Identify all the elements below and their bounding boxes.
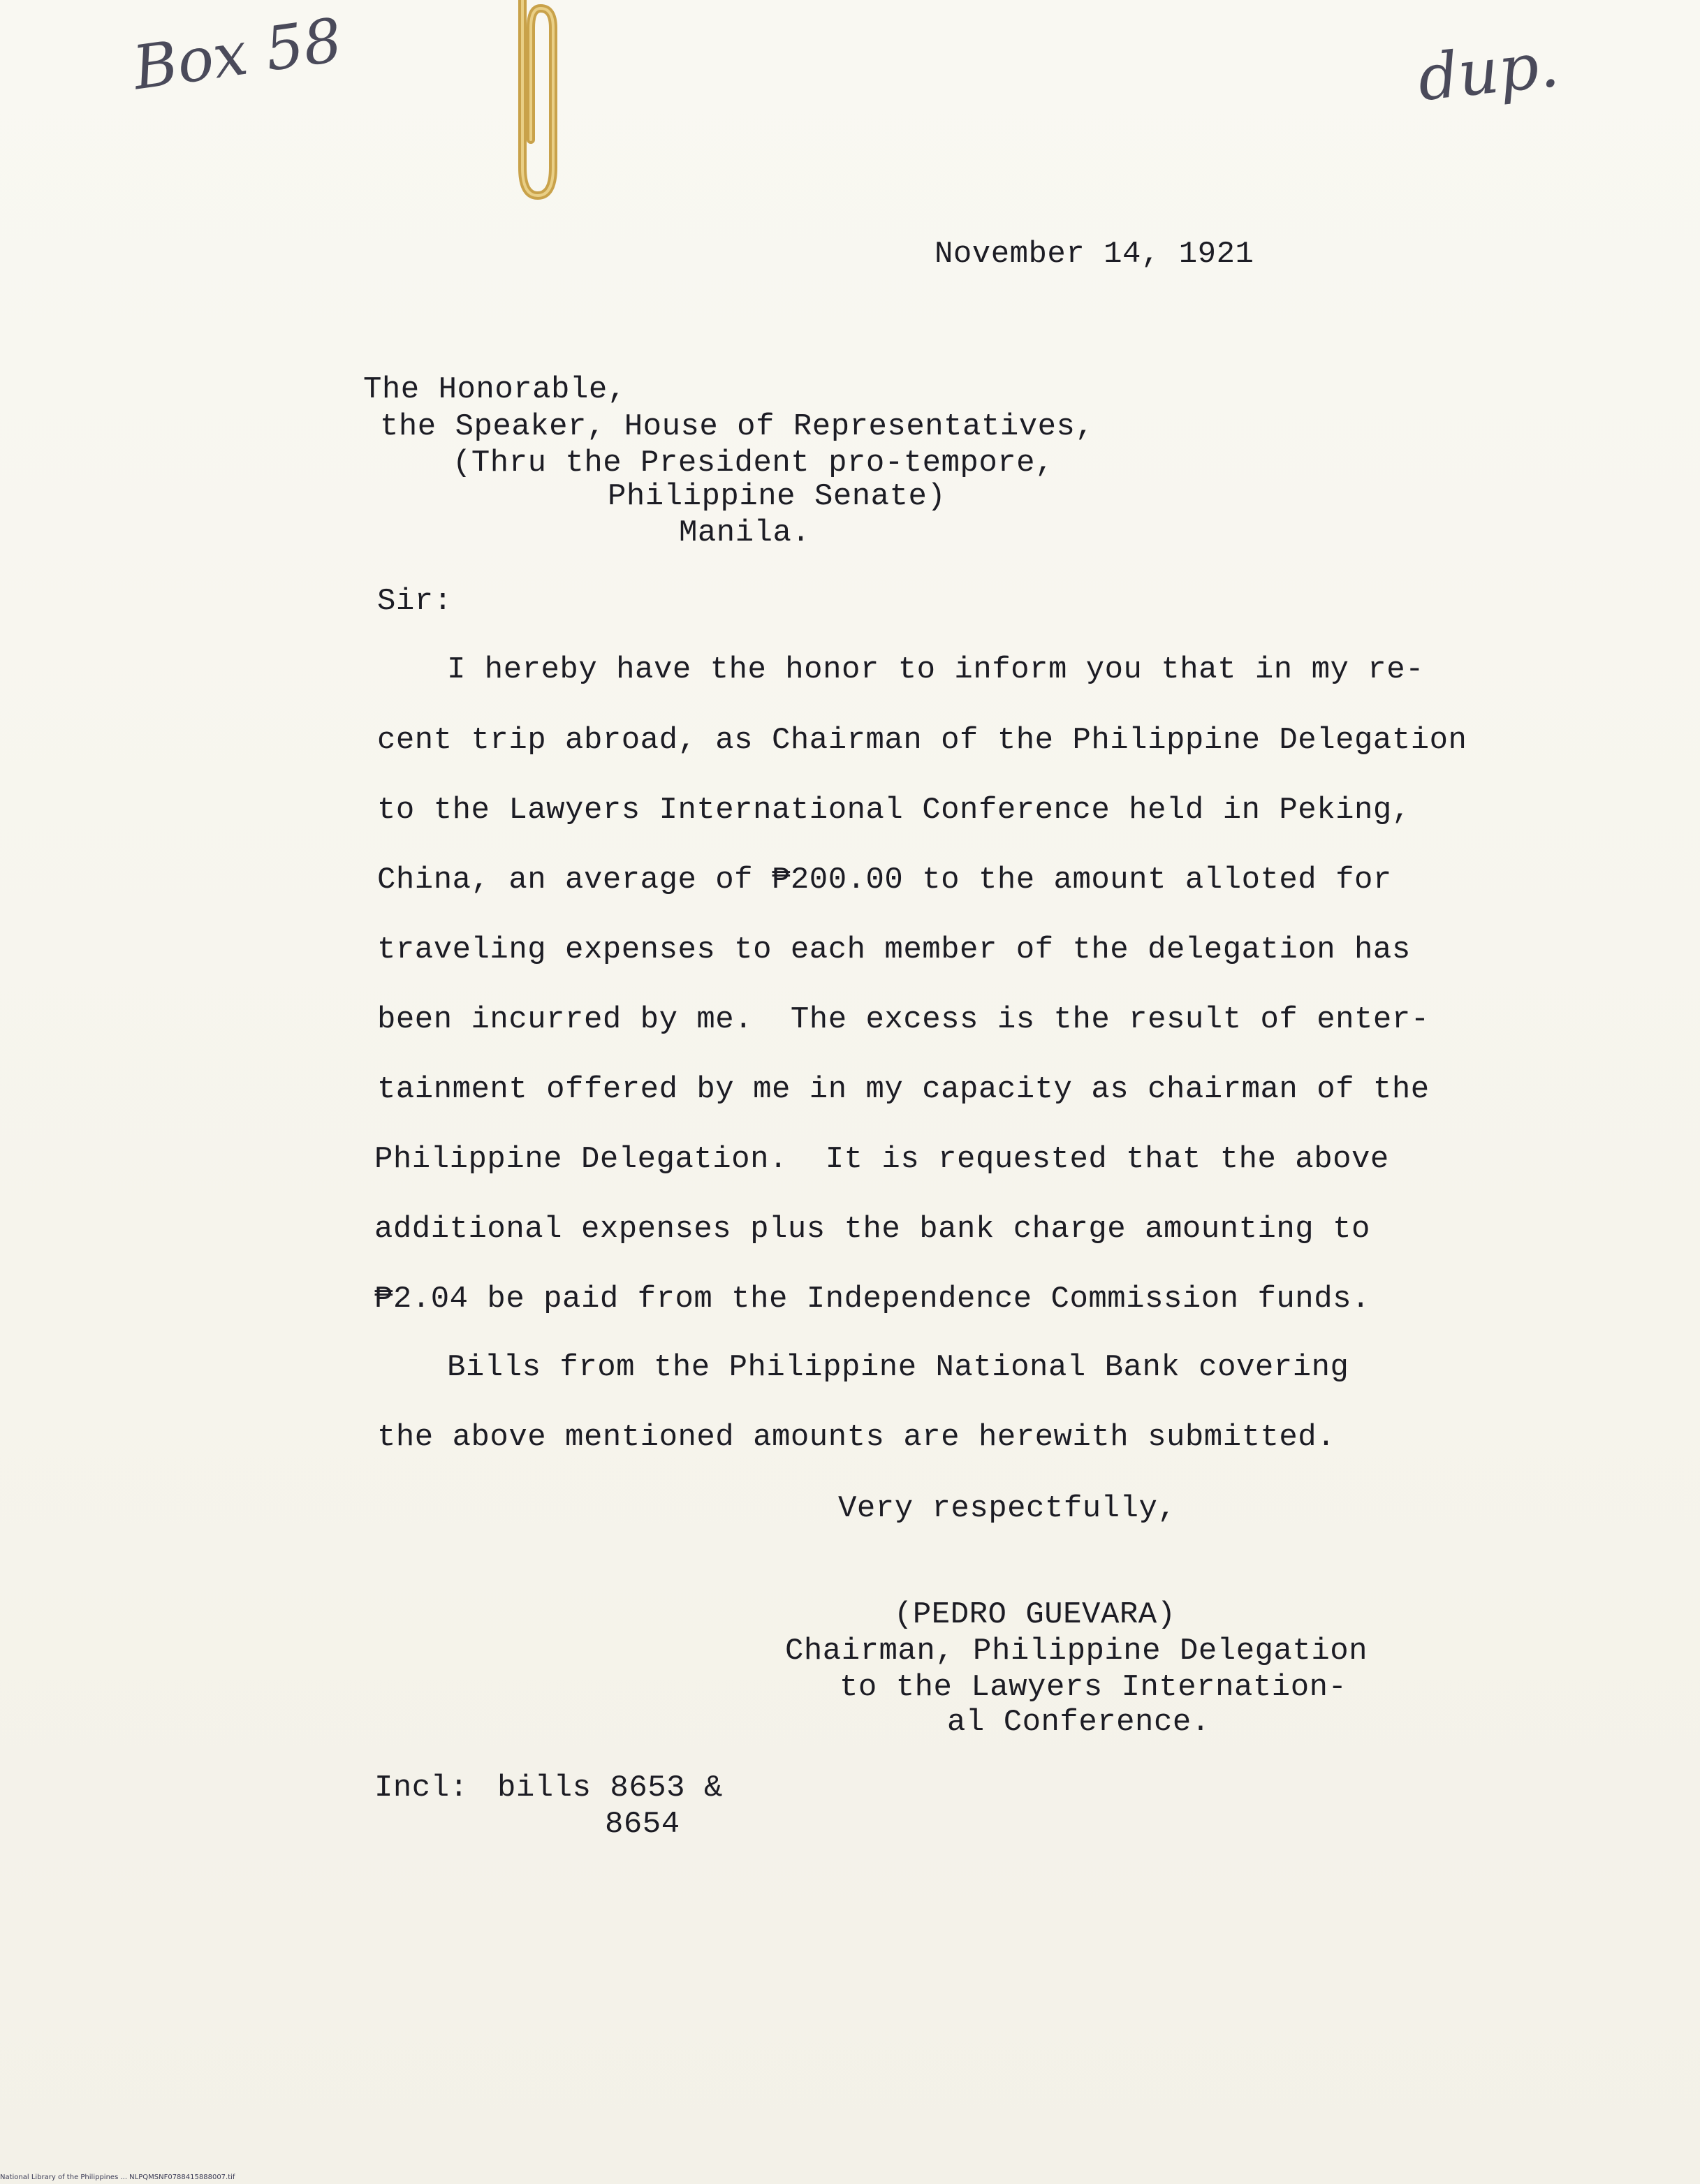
body-line: Philippine Delegation. It is requested that the above bbox=[374, 1142, 1389, 1177]
body-line: ₱2.04 be paid from the Independence Commission funds. bbox=[374, 1282, 1370, 1317]
address-line: The Honorable, bbox=[363, 372, 626, 407]
address-line: the Speaker, House of Representatives, bbox=[380, 409, 1094, 444]
body-line: traveling expenses to each member of the delegation has bbox=[377, 932, 1411, 967]
enclosure-label: Incl: bbox=[374, 1771, 469, 1805]
scan-footer: National Library of the Philippines ... NLPQMSNF0788415888007.tif bbox=[0, 2174, 235, 2181]
body-line: cent trip abroad, as Chairman of the Philippine Delegation bbox=[377, 723, 1467, 758]
closing: Very respectfully, bbox=[838, 1491, 1177, 1526]
enclosure-bills: bills 8653 & bbox=[497, 1771, 723, 1805]
signature-title: al Conference. bbox=[947, 1705, 1210, 1740]
body-line: additional expenses plus the bank charge amounting to bbox=[374, 1212, 1370, 1247]
enclosure-bills: 8654 bbox=[605, 1807, 680, 1842]
body-line: I hereby have the honor to inform you that in my re- bbox=[447, 652, 1425, 687]
signature-title: Chairman, Philippine Delegation bbox=[785, 1634, 1368, 1669]
paper-clip-icon bbox=[507, 0, 563, 203]
salutation: Sir: bbox=[377, 584, 453, 619]
body-line: China, an average of ₱200.00 to the amount alloted for bbox=[377, 863, 1392, 897]
body-line: been incurred by me. The excess is the result of enter- bbox=[377, 1002, 1430, 1037]
handwritten-dup-note: dup. bbox=[1414, 27, 1562, 116]
body-line: the above mentioned amounts are herewith submitted. bbox=[377, 1420, 1336, 1455]
address-line: Philippine Senate) bbox=[608, 479, 946, 514]
address-line: Manila. bbox=[679, 515, 811, 550]
address-line: (Thru the President pro-tempore, bbox=[453, 446, 1054, 481]
letter-date: November 14, 1921 bbox=[935, 237, 1254, 272]
body-line: tainment offered by me in my capacity as chairman of the bbox=[377, 1072, 1430, 1107]
body-line: to the Lawyers International Conference held in Peking, bbox=[377, 793, 1411, 828]
signature-name: (PEDRO GUEVARA) bbox=[894, 1597, 1176, 1632]
signature-title: to the Lawyers Internation- bbox=[840, 1670, 1347, 1705]
handwritten-box-note: Box 58 bbox=[129, 5, 346, 104]
body-line: Bills from the Philippine National Bank covering bbox=[447, 1350, 1349, 1385]
